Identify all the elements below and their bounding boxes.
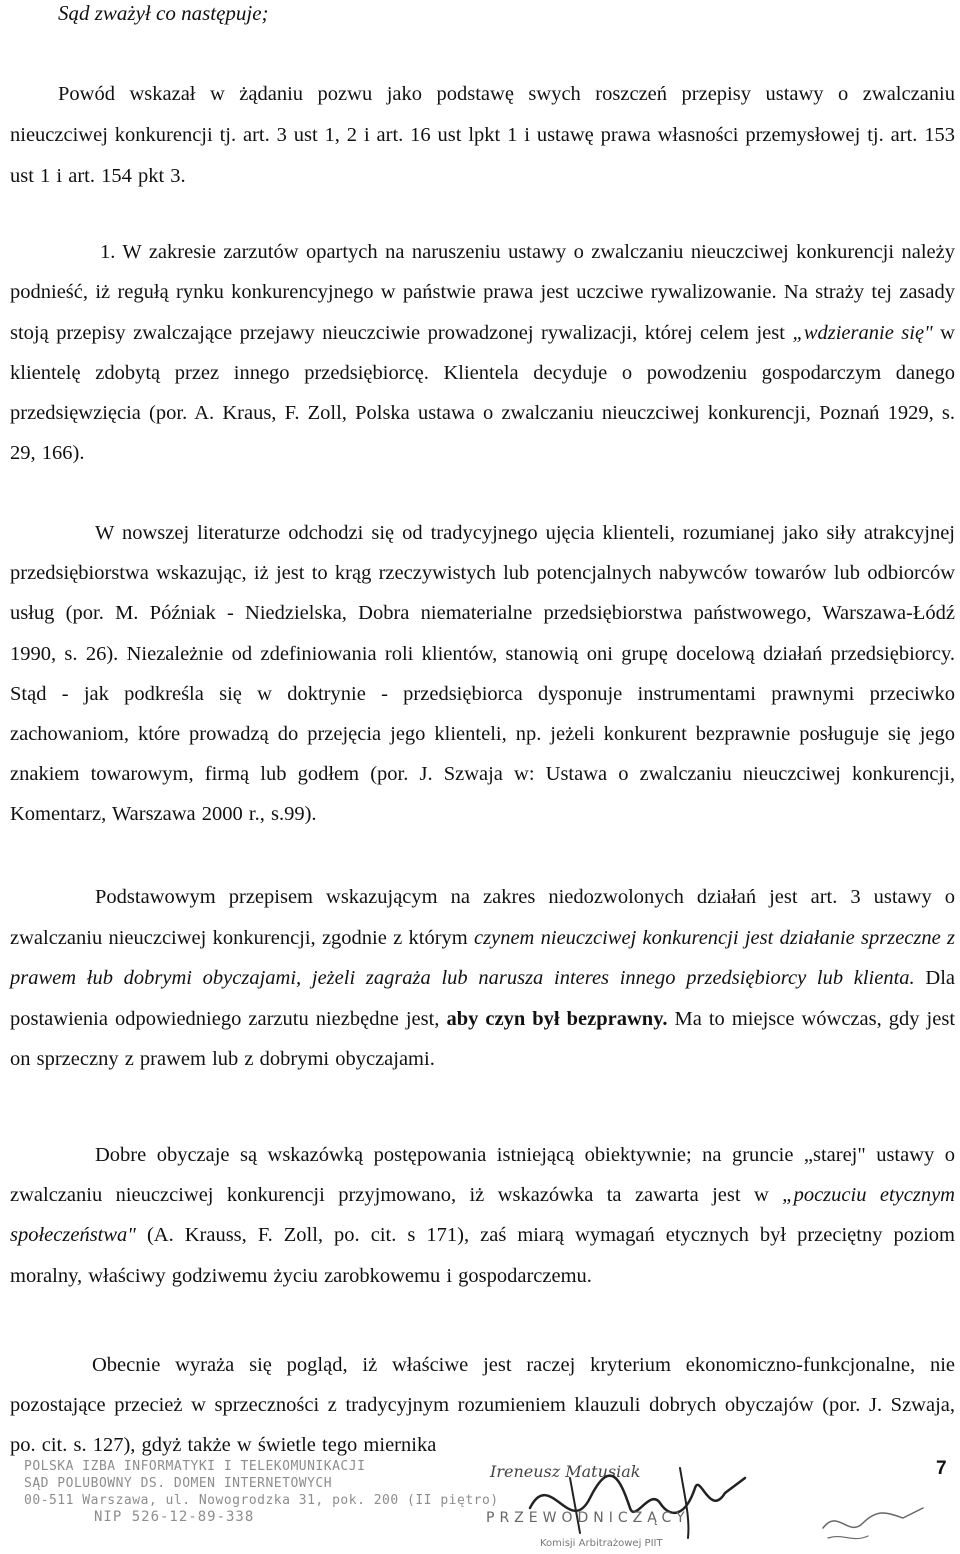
signer-role: PRZEWODNICZĄCY: [486, 1510, 690, 1526]
official-stamp: [24, 1458, 499, 1526]
handwritten-mark: [818, 1498, 928, 1548]
stamp-nip: NIP 526-12-89-338: [94, 1509, 255, 1525]
intro-paragraph: Powód wskazał w żądaniu pozwu jako podstawę swych roszczeń przepisy ustawy o zwalczaniu nieuczciwej konkurencji tj. art. 3 ust 1, 2 i art. 16 ust lpkt 1 i ustawę prawa własności przemysłowej tj. art. 153 ust 1 i art. 154 pkt 3.: [10, 83, 955, 187]
paragraph-5: Obecnie wyraża się pogląd, iż właściwe jest raczej kryterium ekonomiczno-funkcjonalne, nie pozostające przecież w sprzeczności z tradycyjnym rozumieniem klauzuli dobrych obyczajów (por. J. Szwaja, po. cit. s. 127), gdyż także w świetle tego miernika: [10, 1354, 955, 1456]
stamp-line-3: 00-511 Warszawa, ul. Nowogrodzka 31, pok. 200 (II piętro): [24, 1493, 499, 1508]
paragraph-4-text-a: Dobre obyczaje są wskazówką postępowania istniejącą obiektywnie; na gruncie „starej" ustawy o zwalczaniu nieuczciwej konkurencji przyjmowano, iż wskazówka ta zawarta jest w: [10, 1144, 955, 1207]
paragraph-3-bold: aby czyn był bezprawny.: [446, 1007, 668, 1030]
paragraph-3-text-b: Dla postawienia odpowiedniego zarzutu niezbędne jest,: [10, 967, 955, 1030]
handwritten-signature: [510, 1448, 760, 1548]
page-number: 7: [936, 1458, 947, 1479]
signer-name: Ireneusz Matusiak: [490, 1462, 641, 1481]
paragraph-3-text-a: Podstawowym przepisem wskazującym na zakres niedozwolonych działań jest art. 3 ustawy o zwalczaniu nieuczciwej konkurencji, zgodnie z którym: [10, 886, 955, 949]
paragraph-4: [10, 1135, 955, 1296]
paragraph-3-text-c: Ma to miejsce wówczas, gdy jest on sprzeczny z prawem lub z dobrymi obyczajami.: [10, 1007, 956, 1070]
paragraph-4-italic-quote: „poczuciu etycznym społeczeństwa": [10, 1184, 955, 1247]
paragraph-1-italic: „wdzieranie się": [792, 321, 933, 344]
stamp-line-1: POLSKA IZBA INFORMATYKI I TELEKOMUNIKACJI: [24, 1459, 366, 1474]
paragraph-4-text-b: (A. Krauss, F. Zoll, po. cit. s 171), zaś miarą wymagań etycznych był przeciętny poziom moralny, właściwy godziwemu życiu zarobkowemu i gospodarczemu.: [10, 1224, 955, 1287]
stamp-line-2: SĄD POLUBOWNY DS. DOMEN INTERNETOWYCH: [24, 1476, 333, 1491]
paragraph-1-text-b: w klientelę zdobytą przez innego przedsiębiorcę. Klientela decyduje o powodzeniu gospodarczym danego przedsięwzięcia (por. A. Kraus, F. Zoll, Polska ustawa o zwalczaniu nieuczciwej konkurencji, Poznań 1929, s. 29, 166).: [10, 321, 955, 465]
paragraph-3-italic-quote: czynem nieuczciwej konkurencji jest działanie sprzeczne z prawem łub dobrymi obyczajami, jeżeli zagraża lub narusza interes innego przedsiębiorcy lub klienta.: [10, 926, 955, 989]
paragraph-1-text-a: 1. W zakresie zarzutów opartych na naruszeniu ustawy o zwalczaniu nieuczciwej konkurencji należy podnieść, iż regułą rynku konkurencyjnego w państwie prawa jest uczciwe rywalizowanie. Na straży tej zasady stoją przepisy zwalczające przejawy nieuczciwie prowadzonej rywalizacji, której celem jest: [10, 241, 955, 344]
paragraph-1: [10, 232, 955, 474]
section-heading: Sąd zważył co następuje;: [58, 1, 269, 25]
signer-role-subtitle: Komisji Arbitrażowej PIIT: [540, 1538, 663, 1549]
paragraph-3: [10, 877, 955, 1080]
paragraph-2: W nowszej literaturze odchodzi się od tradycyjnego ujęcia klienteli, rozumianej jako siły atrakcyjnej przedsiębiorstwa wskazując, iż jest to krąg rzeczywistych lub potencjalnych nabywców towarów lub odbiorców usług (por. M. Późniak - Niedzielska, Dobra niematerialne przedsiębiorstwa państwowego, Warszawa-Łódź 1990, s. 26). Niezależnie od zdefiniowania roli klientów, stanowią oni grupę docelową działań przedsiębiorcy. Stąd - jak podkreśla się w doktrynie - przedsiębiorca dysponuje instrumentami prawnymi przeciwko zachowaniom, które prowadzą do przejęcia jego klienteli, np. jeżeli konkurent bezprawnie posługuje się jego znakiem towarowym, firmą lub godłem (por. J. Szwaja w: Ustawa o zwalczaniu nieuczciwej konkurencji, Komentarz, Warszawa 2000 r., s.99).: [10, 522, 955, 826]
